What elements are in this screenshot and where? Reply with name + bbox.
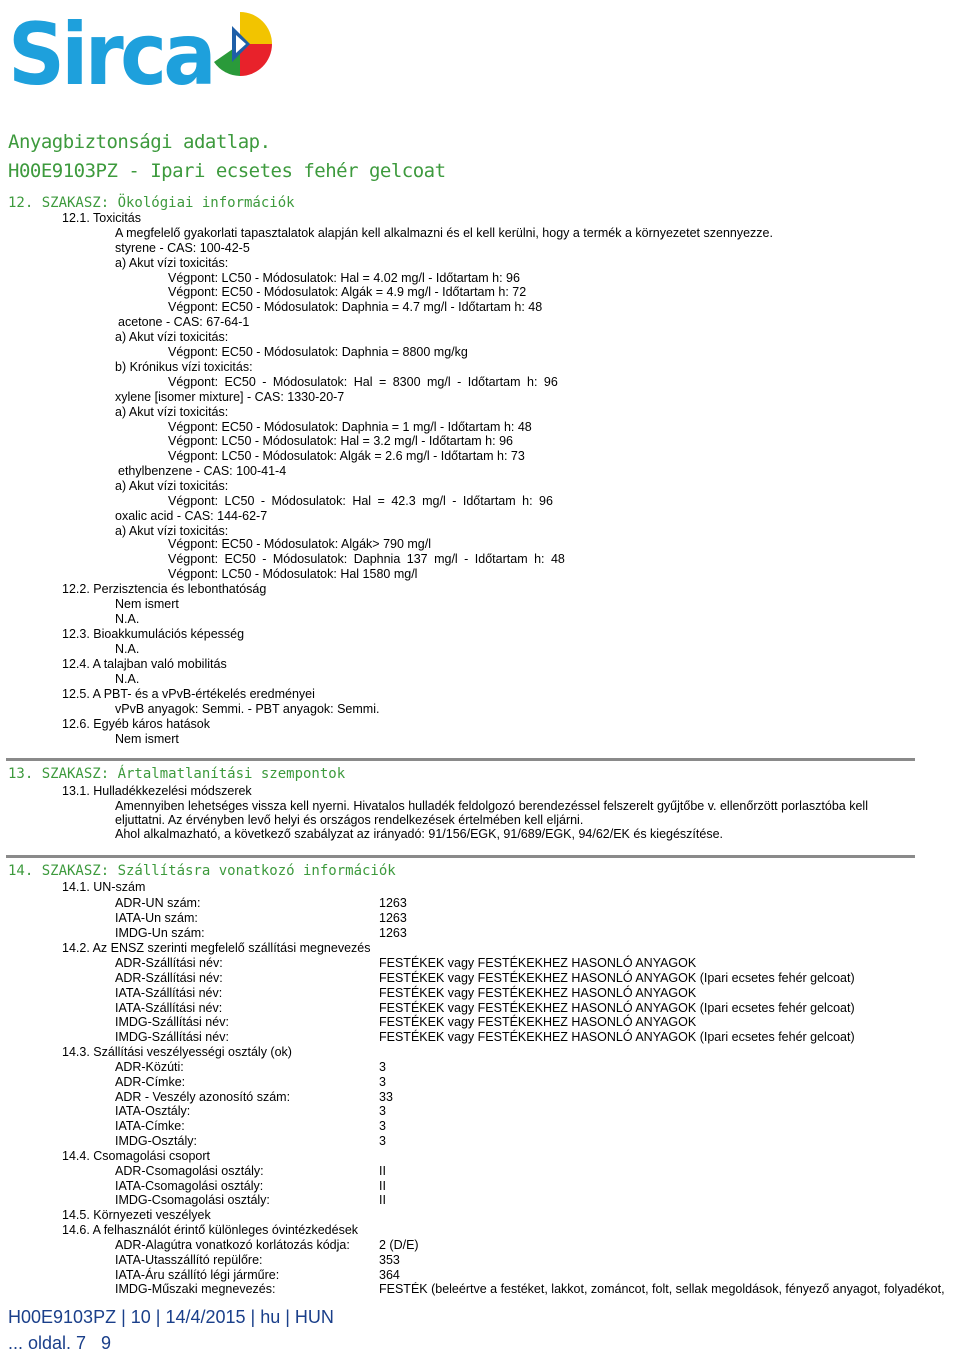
un-value: 1263 [379, 911, 407, 925]
packing-group-value: II [379, 1179, 386, 1193]
document-title: Anyagbiztonsági adatlap. [8, 131, 271, 153]
toxicity-intro: A megfelelő gyakorlati tapasztalatok alapján kell alkalmazni és el kell kerülni, hogy a termék a környezetet szennyezze. [115, 226, 773, 240]
styrene-endpoint-3: Végpont: EC50 - Módosulatok: Daphnia = 4.7 mg/l - Időtartam h: 48 [168, 300, 543, 314]
hazard-class-value: 3 [379, 1075, 386, 1089]
special-precaution-label: IATA-Utasszállító repülőre: [115, 1253, 263, 1267]
subsection-14-5: 14.5. Környezeti veszélyek [62, 1208, 211, 1222]
xylene-endpoint-2: Végpont: LC50 - Módosulatok: Hal = 3.2 mg/l - Időtartam h: 96 [168, 434, 513, 448]
shipping-name-label: IMDG-Szállítási név: [115, 1030, 229, 1044]
special-precaution-label: IMDG-Műszaki megnevezés: [115, 1282, 276, 1296]
packing-group-label: IMDG-Csomagolási osztály: [115, 1193, 270, 1207]
hazard-class-label: IMDG-Osztály: [115, 1134, 197, 1148]
packing-group-value: II [379, 1164, 386, 1178]
sirca-logo-mark [214, 12, 272, 76]
section-divider [6, 855, 915, 858]
styrene-endpoint-2: Végpont: EC50 - Módosulatok: Algák = 4.9 mg/l - Időtartam h: 72 [168, 285, 527, 299]
subsection-14-3: 14.3. Szállítási veszélyességi osztály (ok) [62, 1045, 292, 1059]
special-precaution-label: ADR-Alagútra vonatkozó korlátozás kódja: [115, 1238, 350, 1252]
xylene-endpoint-3: Végpont: LC50 - Módosulatok: Algák = 2.6 mg/l - Időtartam h: 73 [168, 449, 525, 463]
sirca-logo-wordmark: Sirca [8, 6, 213, 90]
shipping-name-value: FESTÉKEK vagy FESTÉKEKHEZ HASONLÓ ANYAGOK (Ipari ecsetes fehér gelcoat) [379, 1001, 855, 1015]
shipping-name-value: FESTÉKEK vagy FESTÉKEKHEZ HASONLÓ ANYAGOK (Ipari ecsetes fehér gelcoat) [379, 971, 855, 985]
un-value: 1263 [379, 926, 407, 940]
shipping-name-label: IATA-Szállítási név: [115, 1001, 223, 1015]
oxalic-endpoint-3: Végpont: LC50 - Módosulatok: Hal 1580 mg/l [168, 567, 418, 581]
footer-doc-info: H00E9103PZ | 10 | 14/4/2015 | hu | HUN [8, 1307, 334, 1327]
hazard-class-label: ADR-Címke: [115, 1075, 186, 1089]
acute-toxicity-label: a) Akut vízi toxicitás: [115, 405, 229, 419]
acetone-endpoint-1: Végpont: EC50 - Módosulatok: Daphnia = 8800 mg/kg [168, 345, 468, 359]
un-label: IMDG-Un szám: [115, 926, 205, 940]
substance-oxalic-acid: oxalic acid - CAS: 144-62-7 [115, 509, 268, 523]
acute-toxicity-label: a) Akut vízi toxicitás: [115, 479, 229, 493]
special-precaution-value: 2 (D/E) [379, 1238, 419, 1252]
acute-toxicity-label: a) Akut vízi toxicitás: [115, 256, 229, 270]
subsection-12-5: 12.5. A PBT- és a vPvB-értékelés eredményei [62, 687, 315, 701]
shipping-name-value: FESTÉKEK vagy FESTÉKEKHEZ HASONLÓ ANYAGOK [379, 956, 697, 970]
packing-group-label: ADR-Csomagolási osztály: [115, 1164, 264, 1178]
section-12-title: 12. SZAKASZ: Ökológiai információk [8, 195, 295, 211]
subsection-14-4: 14.4. Csomagolási csoport [62, 1149, 210, 1163]
chronic-toxicity-label: b) Krónikus vízi toxicitás: [115, 360, 253, 374]
hazard-class-value: 3 [379, 1119, 386, 1133]
section-divider [6, 758, 915, 761]
substance-styrene: styrene - CAS: 100-42-5 [115, 241, 250, 255]
sirca-logo [8, 6, 278, 90]
acute-toxicity-label: a) Akut vízi toxicitás: [115, 524, 229, 538]
hazard-class-value: 3 [379, 1104, 386, 1118]
subsection-14-1: 14.1. UN-szám [62, 880, 146, 894]
subsection-12-4: 12.4. A talajban való mobilitás [62, 657, 227, 671]
subsection-13-1: 13.1. Hulladékkezelési módszerek [62, 784, 252, 798]
hazard-class-value: 3 [379, 1060, 386, 1074]
ethylbenzene-endpoint-1: Végpont: LC50 - Módosulatok: Hal = 42.3 mg/l - Időtartam h: 96 [168, 494, 553, 508]
subsection-14-2: 14.2. Az ENSZ szerinti megfelelő szállítási megnevezés [62, 941, 371, 955]
hazard-class-label: IATA-Osztály: [115, 1104, 191, 1118]
hazard-class-label: IATA-Címke: [115, 1119, 185, 1133]
un-label: ADR-UN szám: [115, 896, 201, 910]
un-label: IATA-Un szám: [115, 911, 198, 925]
hazard-class-label: ADR - Veszély azonosító szám: [115, 1090, 291, 1104]
shipping-name-value: FESTÉKEK vagy FESTÉKEKHEZ HASONLÓ ANYAGOK [379, 1015, 697, 1029]
shipping-name-label: ADR-Szállítási név: [115, 971, 223, 985]
special-precaution-value: 364 [379, 1268, 400, 1282]
xylene-endpoint-1: Végpont: EC50 - Módosulatok: Daphnia = 1 mg/l - Időtartam h: 48 [168, 420, 532, 434]
product-title: H00E9103PZ - Ipari ecsetes fehér gelcoat [8, 160, 446, 182]
special-precaution-value: FESTÉK (beleértve a festéket, lakkot, zománcot, folt, sellak megoldások, fényező anyagot, folyadékot, [379, 1282, 945, 1296]
special-precaution-label: IATA-Áru szállító légi járműre: [115, 1268, 280, 1282]
oxalic-endpoint-2: Végpont: EC50 - Módosulatok: Daphnia 137 mg/l - Időtartam h: 48 [168, 552, 565, 566]
persistence-value: Nem ismert [115, 597, 179, 611]
acetone-endpoint-2: Végpont: EC50 - Módosulatok: Hal = 8300 mg/l - Időtartam h: 96 [168, 375, 558, 389]
shipping-name-label: IMDG-Szállítási név: [115, 1015, 229, 1029]
pbt-value: vPvB anyagok: Semmi. - PBT anyagok: Semmi. [115, 702, 380, 716]
hazard-class-label: ADR-Közúti: [115, 1060, 184, 1074]
acute-toxicity-label: a) Akut vízi toxicitás: [115, 330, 229, 344]
packing-group-value: II [379, 1193, 386, 1207]
subsection-12-6: 12.6. Egyéb káros hatások [62, 717, 211, 731]
shipping-name-value: FESTÉKEK vagy FESTÉKEKHEZ HASONLÓ ANYAGOK (Ipari ecsetes fehér gelcoat) [379, 1030, 855, 1044]
styrene-endpoint-1: Végpont: LC50 - Módosulatok: Hal = 4.02 mg/l - Időtartam h: 96 [168, 271, 520, 285]
substance-ethylbenzene: ethylbenzene - CAS: 100-41-4 [118, 464, 287, 478]
packing-group-label: IATA-Csomagolási osztály: [115, 1179, 264, 1193]
shipping-name-value: FESTÉKEK vagy FESTÉKEKHEZ HASONLÓ ANYAGOK [379, 986, 697, 1000]
section-14-title: 14. SZAKASZ: Szállításra vonatkozó információk [8, 863, 396, 879]
substance-acetone: acetone - CAS: 67-64-1 [118, 315, 250, 329]
subsection-12-3: 12.3. Bioakkumulációs képesség [62, 627, 245, 641]
oxalic-endpoint-1: Végpont: EC50 - Módosulatok: Algák> 790 mg/l [168, 537, 432, 551]
subsection-14-6: 14.6. A felhasználót érintő különleges óvintézkedések [62, 1223, 359, 1237]
subsection-12-2: 12.2. Perzisztencia és lebonthatóság [62, 582, 267, 596]
substance-xylene: xylene [isomer mixture] - CAS: 1330-20-7 [115, 390, 345, 404]
other-effects-value: Nem ismert [115, 732, 179, 746]
section-13-title: 13. SZAKASZ: Ártalmatlanítási szempontok [8, 766, 346, 782]
hazard-class-value: 3 [379, 1134, 386, 1148]
hazard-class-value: 33 [379, 1090, 393, 1104]
subsection-12-1: 12.1. Toxicitás [62, 211, 141, 225]
shipping-name-label: ADR-Szállítási név: [115, 956, 223, 970]
mobility-value: N.A. [115, 672, 140, 686]
waste-paragraph-2: Ahol alkalmazható, a következő szabályzat az irányadó: 91/156/EGK, 91/689/EGK, 94/62/EK és kiegészítése. [115, 827, 723, 841]
waste-paragraph-1: Amennyiben lehetséges vissza kell nyerni. Hivatalos hulladék feldolgozó berendezéssel felszerelt gyűjtőbe v. ellenőrzött porlasztóba kell eljuttatni. Az érvényben levő helyi és országos rendelkezések értelmében kell eljárni. [115, 799, 868, 827]
bioaccumulation-value: N.A. [115, 642, 140, 656]
persistence-na: N.A. [115, 612, 140, 626]
un-value: 1263 [379, 896, 407, 910]
shipping-name-label: IATA-Szállítási név: [115, 986, 223, 1000]
footer-page-number: ... oldal. 7 9 [8, 1333, 112, 1353]
special-precaution-value: 353 [379, 1253, 400, 1267]
